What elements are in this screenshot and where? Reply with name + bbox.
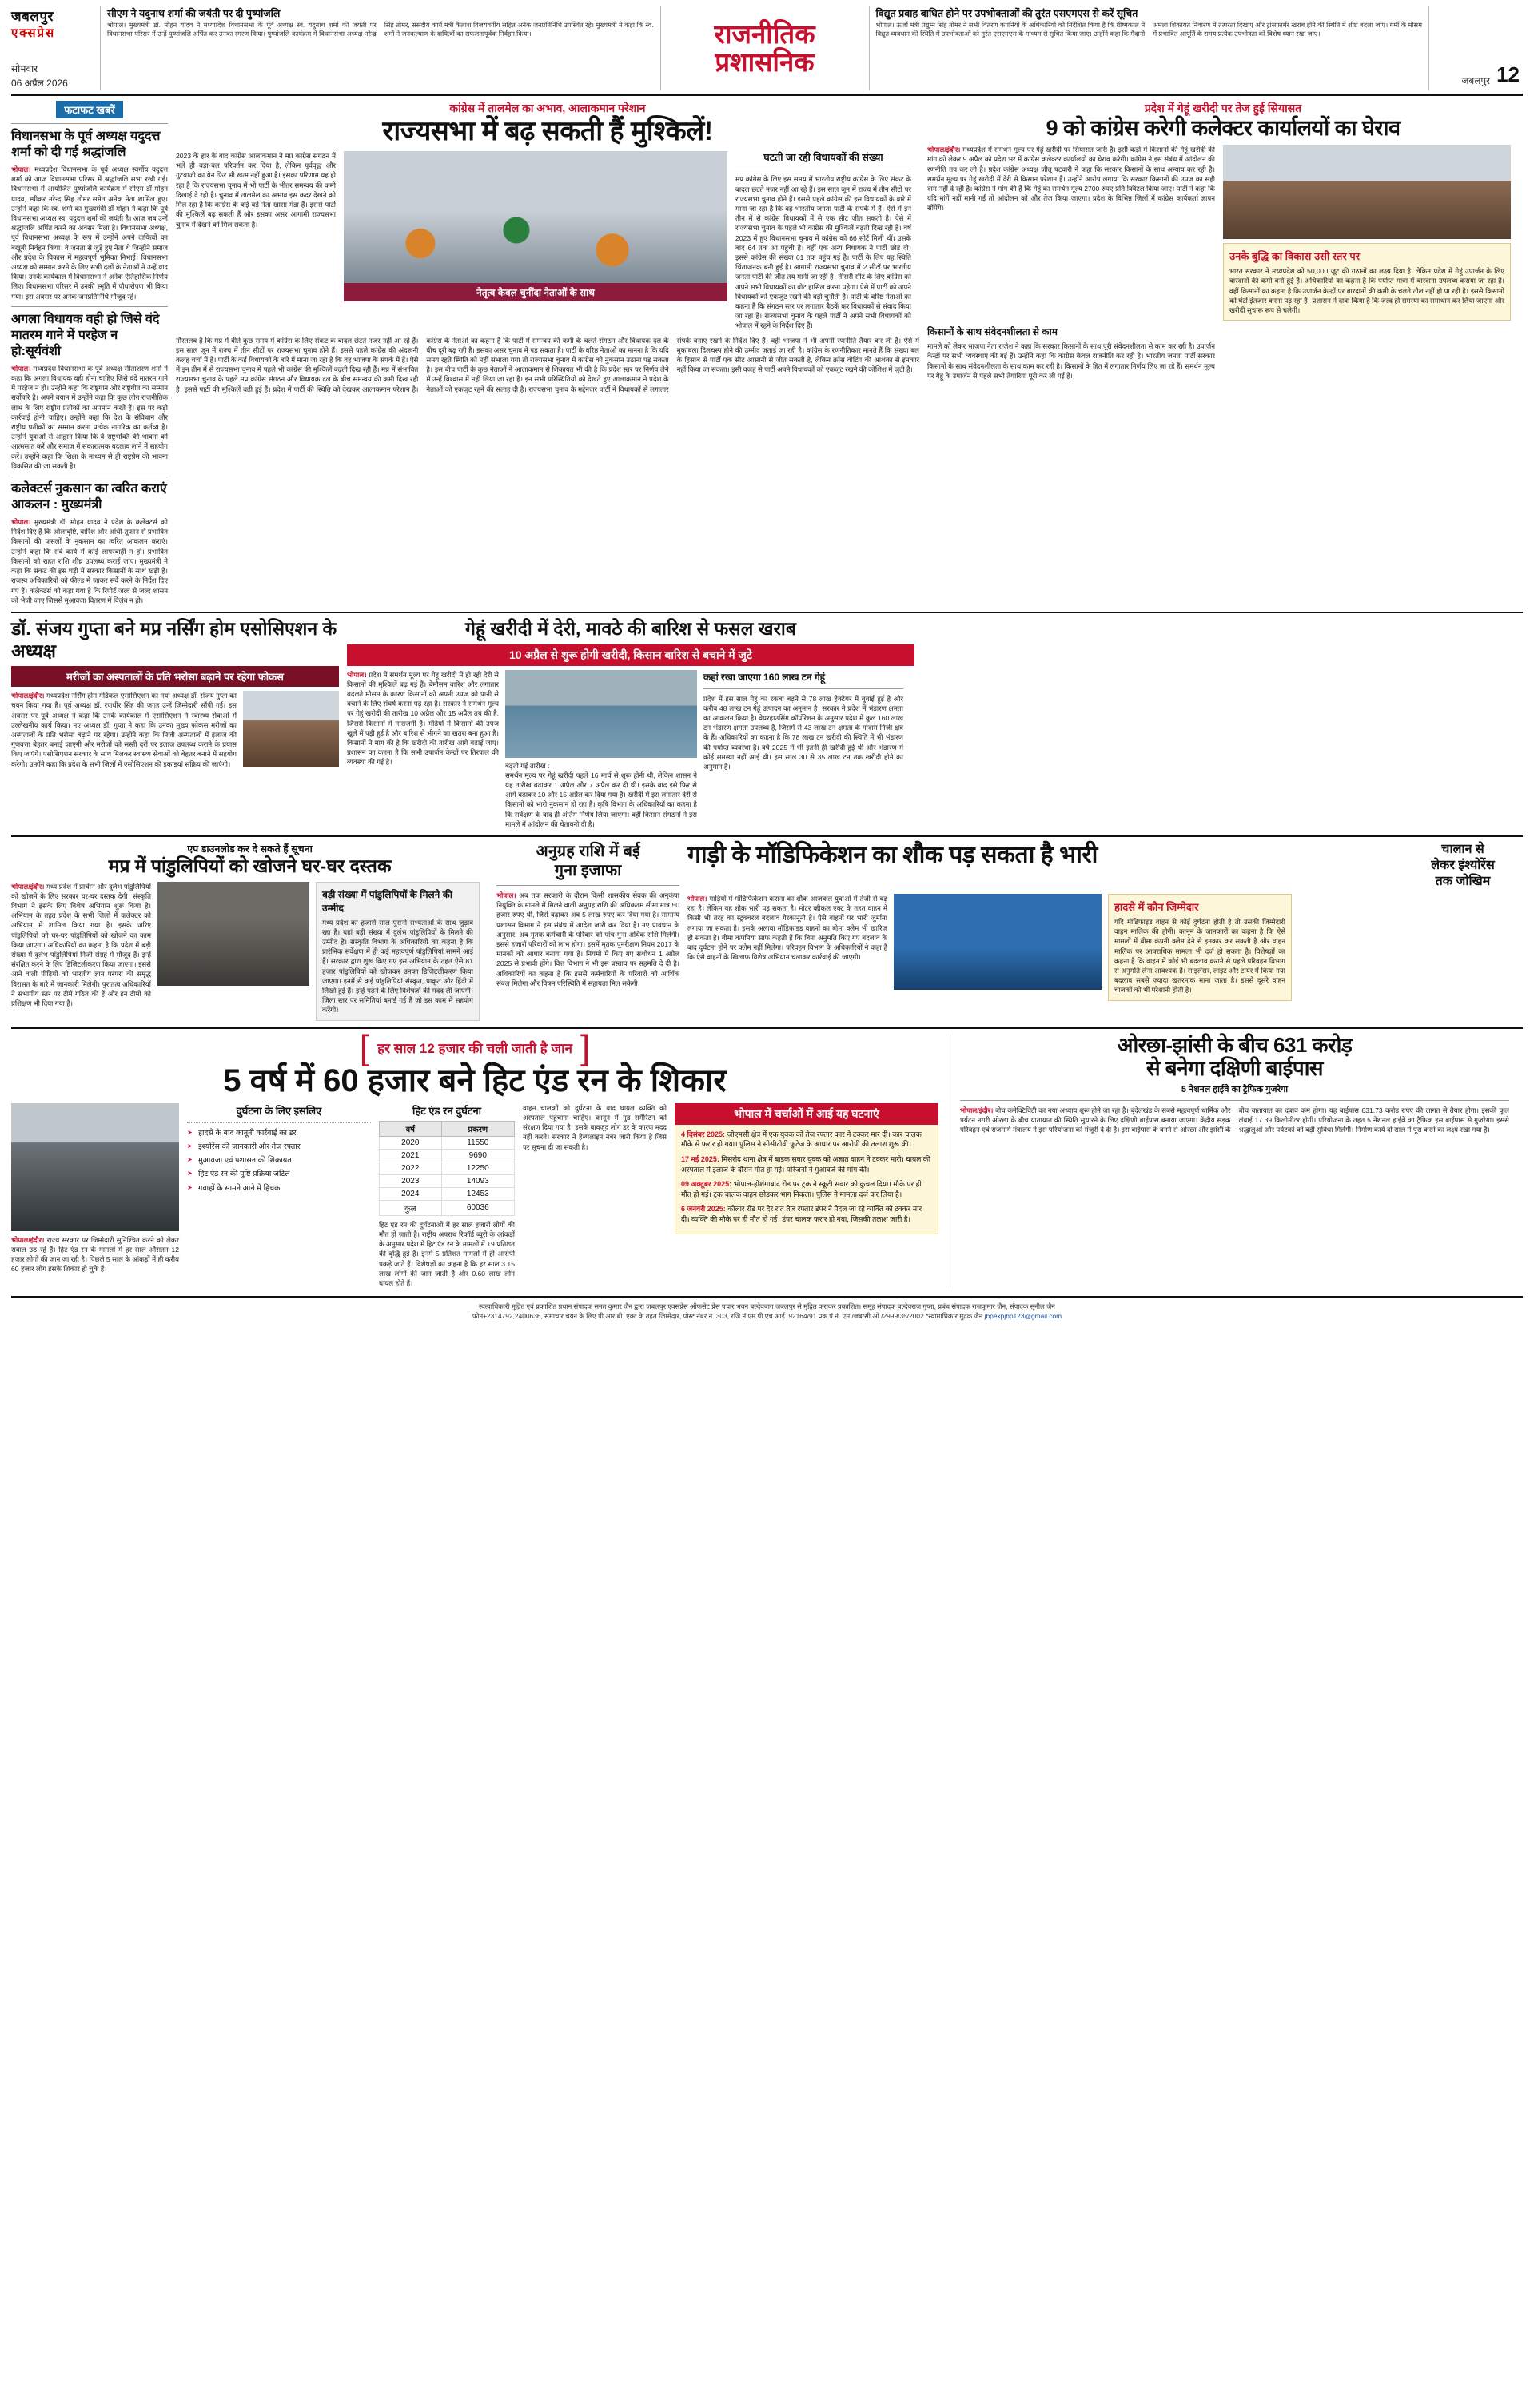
masthead-left-news (101, 6, 661, 90)
bypass-sub: 5 नेशनल हाईवे का ट्रैफिक गुजरेगा (1181, 1084, 1289, 1094)
anugrah-story (496, 842, 679, 1021)
anugrah-text: अब तक सरकारी के दौरान किसी शासकीय सेवक की अनुकंपा नियुक्ति के मामले में मिलने वाली अनुग्रह राशि की अधिकतम सीमा मात्र 50 हजार रुपए थी, जिसे बढ़ाकर अब 5 लाख रुपए कर दिया गया है। सामान्य प्रशासन विभाग ने इस संबंध में आदेश जारी कर दिया है। नए प्रावधान के अनुसार, अब मृतक कर्मचारी के परिवार को पांच गुना अधिक राशि मिलेगी। इससे हजारों परिवारों को लाभ होगा। इसमें मृतक पुनरीक्षण नियम 2017 के मानकों को आधार बनाया गया है। नियमों में किए गए संशोधन 1 अप्रैल 2025 से प्रभावी होंगे। वित्त विभाग ने भी इस प्रस्ताव पर सहमति दे दी है। अधिकारियों का कहना है कि इससे कर्मचारियों के परिवारों को आर्थिक संबल मिलेगा और विषम परिस्थिति में सहायता मिल सकेगी। (496, 891, 680, 987)
lead-kicker: कांग्रेस में तालमेल का अभाव, आलाकमान परेशान (449, 102, 646, 114)
nursing-home-story (11, 618, 339, 829)
wheat-sub-block (927, 325, 1215, 381)
wheat-yellow-box (1223, 243, 1511, 321)
manuscripts-headline: मप्र में पांडुलिपियों को खोजने घर-घर दस्तक (108, 855, 392, 876)
brief-2-body (11, 364, 168, 471)
brief-1-body (11, 165, 168, 301)
brief-1-text: मध्यप्रदेश विधानसभा के पूर्व अध्यक्ष स्वर्गीय यदुदत्त शर्मा को आज विधानसभा परिसर में श्रद्धांजलि सभा रखी गई। विधानसभा में आयोजित पुष्पांजलि कार्यक्रम में सीएम डॉ मोहन यादव, स्पीकर नरेन्द्र सिंह तोमर समेत अनेक नेता शामिल हुए। उन्होंने कहा कि स्व. शर्मा का मुख्यमंत्री डॉ मोहन ने कहा कि पूर्व विधानसभा अध्यक्ष स्व. यदुदत्त शर्मा की जयंती है। आज जब उन्हें श्रद्धांजलि अर्पित करने का अवसर मिला है। विधानसभा अध्यक्ष, पूर्व विधानसभा अध्यक्ष के रूप में उन्होंने अपने दायित्वों का बखूबी निर्वहन किया। वे जनता से जुड़े हुए नेता थे जिन्होंने समाज और प्रदेश के विकास में महत्वपूर्ण भूमिका निभाई। विधानसभा अध्यक्ष को सम्मान करने के लिए सभी दलों के नेताओं ने उन्हें याद किया। उनके कार्यकाल में विधानसभा ने अनेक ऐतिहासिक निर्णय लिए। विधानसभा परिसर में उनकी स्मृति में पौधारोपण भी किया गया। इस अवसर पर अनेक जनप्रतिनिधि मौजूद रहे। (11, 165, 169, 301)
storage-box-title: कहां रखा जाएगा 160 लाख टन गेहूं (703, 671, 825, 683)
footer-line-1: स्वत्वाधिकारी मुद्रित एवं प्रकाशित प्रधान संपादक सनत कुमार जैन द्वारा जबलपुर एक्सप्रेस ऑफसेट प्रेस पचार भवन बल्देवबाग जबलपुर से मुद्रित कराकर प्रकाशित। समूह संपादक बल्देवराज गुप्ता, प्रबंध संपादक राजकुमार जैन, संपादक सुनील जैन (479, 1302, 1055, 1311)
hitrun-col3-text: वाहन चालकों को दुर्घटना के बाद घायल व्यक्ति को अस्पताल पहुंचाना चाहिए। कानून में गुड समैरिटन को संरक्षण दिया गया है। इसके बावजूद लोग डर के कारण मदद नहीं करते। सरकार ने हेल्पलाइन नंबर जारी किया है जिस पर सूचना दी जा सकती है। (523, 1103, 667, 1151)
tip-item: ➤ इंश्योरेंस की जानकारी और तेज रफ्तार (187, 1142, 371, 1153)
top-section (11, 101, 1523, 605)
table-row: 2024 12453 (380, 1187, 515, 1200)
wheat-delay-strip: 10 अप्रैल से शुरू होगी खरीदी, किसान बारिश से बचाने में जुटे (347, 644, 914, 666)
lead-sidebar-text: मप्र कांग्रेस के लिए इस समय में भारतीय राष्ट्रीय कांग्रेस के लिए संकट के बादल छंटते नजर नहीं आ रहे हैं। इस साल जून में राज्य में तीन सीटों पर राज्यसभा चुनाव होने हैं। इससे पहले कांग्रेस की इस विधायकों के बारे में माना जा रहा है कि वह भारतीय जनता पार्टी के संपर्क में हैं। ऐसे में इन तीन में से कांग्रेस विधायकों में से एक सीट जीत सकती है। ऐसे में राज्यसभा चुनाव के पहले भी कांग्रेस की मुश्किलें बढ़ती दिख रही हैं। वर्ष 2023 में हुए विधानसभा चुनाव में कांग्रेस को 66 सीटें मिली थीं। उसके बाद 64 तक आ पहुंची है। वहीं एक अन्य विधायक ने पार्टी छोड़ दी। इससे कांग्रेस की संख्या 61 तक पहुंच गई है। पार्टी के लिए यह स्थिति चिंताजनक बनी हुई है। आगामी राज्यसभा चुनाव में 2 सीटों पर भारतीय जनता पार्टी की जीत तय मानी जा रही है। तीसरी सीट के लिए कांग्रेस को अपने सभी विधायकों का वोट हासिल करना पड़ेगा। ऐसे में पार्टी को अपने विधायकों को एकजुट रखने की बड़ी चुनौती है। पार्टी के वरिष्ठ नेताओं का कहना है कि संगठन स्तर पर लगातार बैठकें कर विधायकों से संवाद किया जा रहा है। राज्यसभा चुनाव के पहले पार्टी ने अपने सभी विधायकों को भोपाल में रहने के निर्देश दिए हैं। (735, 175, 911, 330)
brief-1-dateline: भोपाल। (11, 165, 31, 173)
masthead-right-news-body: भोपाल। ऊर्जा मंत्री प्रद्युम्न सिंह तोमर ने सभी वितरण कंपनियों के अधिकारियों को निर्देशित किया है कि ग्रीष्मकाल में विद्युत व्यवधान की स्थिति में उपभोक्ताओं को तुरंत एसएमएस के माध्यम से सूचित किया जाए। उन्होंने कहा कि मैदानी अमला शिकायत निवारण में तत्परता दिखाए और ट्रांसफार्मर खराब होने की स्थिति में शीघ्र बदला जाए। गर्मी के मौसम में प्रभावित आपूर्ति के समय प्रत्येक उपभोक्ता को विशेष ध्यान रखा जाए। (875, 22, 1422, 38)
nursing-dateline: भोपाल/इंदौर। (11, 692, 45, 700)
manuscripts-box (316, 882, 480, 1021)
wheat-delay-headline: गेहूं खरीदी में देरी, मावठे की बारिश से फसल खराब (464, 617, 797, 639)
rally-photo (344, 151, 727, 283)
middle-right-filler (922, 618, 1514, 829)
tip-item: ➤ हादसे के बाद कानूनी कार्रवाई का डर (187, 1128, 371, 1139)
event-item: 09 अक्टूबर 2025: भोपाल-होशंगाबाद रोड पर ट्रक ने स्कूटी सवार को कुचल दिया। मौके पर ही मौत हो गई। ट्रक चालक वाहन छोड़कर भाग निकला। पुलिस ने मामला दर्ज कर लिया है। (681, 1180, 922, 1198)
anugrah-headline-line1: अनुग्रह राशि में बई (536, 842, 640, 860)
modification-body (687, 894, 887, 962)
hitrun-title: 5 वर्ष में 60 हजार बने हिट एंड रन के शिकार (223, 1062, 727, 1098)
lead-col-1 (176, 151, 336, 331)
nursing-headline: डॉ. संजय गुप्ता बने मप्र नर्सिंग होम एसोसिएशन के अध्यक्ष (11, 617, 337, 661)
wheat-delay-text: प्रदेश में समर्थन मूल्य पर गेहूं खरीदी में हो रही देरी से किसानों की मुश्किलें बढ़ गई हैं। बेमौसम बारिश और लगातार बदलते मौसम के कारण किसानों को अपनी उपज को पानी से बचाने के लिए संघर्ष करना पड़ रहा है। सरकार ने समर्थन मूल्य पर गेहूं खरीदी की तारीख 10 अप्रैल और 15 अप्रैल तय की है, जिससे किसानों में नाराजगी है। मंडियों में किसानों की उपज खुले में पड़ी हुई है और बारिश से भीगने का खतरा बना हुआ है। किसानों ने मांग की है कि खरीदी की तारीख आगे बढ़ाई जाए। प्रशासन का कहना है कि सभी उपार्जन केन्द्रों पर तिरपाल की व्यवस्था की गई है। (347, 670, 499, 767)
bypass-body (960, 1106, 1509, 1135)
row3-section (11, 842, 1523, 1021)
anugrah-dateline: भोपाल। (496, 891, 516, 899)
fatafat-badge: फटाफट खबरें (56, 101, 123, 118)
event-item: 17 मई 2025: मिसरोद थाना क्षेत्र में बाइक सवार युवक को अज्ञात वाहन ने टक्कर मारी। घायल की अस्पताल में इलाज के दौरान मौत हो गई। परिजनों ने मुआवजे की मांग की। (681, 1154, 931, 1174)
event-item: 4 दिसंबर 2025: जीएमसी क्षेत्र में एक युवक को तेज रफ्तार कार ने टक्कर मार दी। कार चालक मौके से फरार हो गया। पुलिस ने सीसीटीवी फुटेज के आधार पर आरोपी की तलाश शुरू की। (681, 1130, 922, 1149)
wheat-kicker: प्रदेश में गेहूं खरीदी पर तेज हुई सियासत (1144, 102, 1302, 114)
lead-photo-caption: नेतृत्व केवल चुनींदा नेताओं के साथ (344, 283, 727, 301)
brief-2-headline: अगला विधायक वही हो जिसे वंदे मातरम गाने में परहेज न हो:सूर्यवंशी (11, 312, 160, 358)
lead-sidebar (735, 151, 911, 331)
wheat-sub-head: किसानों के साथ संवेदनशीलता से काम (927, 326, 1058, 338)
tips-title: दुर्घटना के लिए इसलिए (236, 1104, 322, 1117)
accident-box-text: यदि मॉडिफाइड वाहन से कोई दुर्घटना होती है तो उसकी जिम्मेदारी वाहन मालिक की होगी। कानून के जानकारों का कहना है कि ऐसे मामलों में बीमा कंपनी क्लेम देने से इनकार कर सकती है और वाहन मालिक पर आपराधिक मामला भी दर्ज हो सकता है। विशेषज्ञों का कहना है कि वाहन में कोई भी बदलाव कराने से पहले परिवहन विभाग से अनुमति लेना आवश्यक है। साइलेंसर, लाइट और टायर में किया गया बदलाव सबसे ज्यादा खतरनाक माना जाता है। इससे दूसरे वाहन चालकों को भी परेशानी होती है। (1114, 917, 1286, 995)
tip-item: ➤ गवाहों के सामने आने में हिचक (187, 1183, 371, 1194)
bypass-headline-line1: ओरछा-झांसी के बीच 631 करोड़ (1117, 1032, 1353, 1057)
modification-story (687, 842, 1523, 1021)
bypass-headline-line2: से बनेगा दक्षिणी बाईपास (1146, 1055, 1324, 1080)
table-head-cases: प्रकरण (441, 1121, 514, 1136)
wheat-delay-sub1-text: समर्थन मूल्य पर गेहूं खरीदी पहले 16 मार्च से शुरू होनी थी, लेकिन शासन ने यह तारीख बढ़ाकर 1 अप्रैल और 7 अप्रैल कर दी थी। इसके बाद इसे फिर से आगे बढ़ाकर 10 और 15 अप्रैल कर दिया गया है। खरीदी में इस लगातार देरी से किसानों को भारी नुकसान हो रहा है। कृषि विभाग के अधिकारियों का कहना है कि सर्वेक्षण के बाद ही अंतिम निर्णय लिया जाएगा। वहीं किसान संगठनों ने इस मामले में आंदोलन की चेतावनी दी है। (505, 771, 697, 828)
logo-main: जबलपुर (11, 9, 54, 24)
tip-item: ➤ हिट एंड रन की पुष्टि प्रक्रिया जटिल (187, 1169, 371, 1180)
masthead-title-line2: प्रशासनिक (715, 46, 815, 77)
mod-kicker-2: लेकर इंश्योरेंस (1431, 858, 1495, 872)
hitrun-dateline: भोपाल/इंदौर। (11, 1235, 45, 1244)
publication-logo (11, 6, 95, 41)
nursing-text: मध्यप्रदेश नर्सिंग होम मेडिकल एसोसिएशन का नया अध्यक्ष डॉ. संजय गुप्ता का चयन किया गया है। पूर्व अध्यक्ष डॉ. रणधीर सिंह की जगह उन्हें जिम्मेदारी सौंपी गई। इस अवसर पर पूर्व अध्यक्ष ने कहा कि उनके कार्यकाल में एसोसिएशन ने स्वास्थ्य सेवाओं में उल्लेखनीय कार्य किया। नए अध्यक्ष डॉ. गुप्ता ने कहा कि उनका मुख्य फोकस मरीजों का अस्पतालों के प्रति भरोसा बढ़ाने पर रहेगा। उन्होंने कहा कि निजी अस्पतालों में इलाज की गुणवत्ता बेहतर बनाई जाएगी और मरीजों को सस्ती दरों पर इलाज उपलब्ध कराने के प्रयास किए जाएंगे। एसोसिएशन सरकार के साथ मिलकर स्वास्थ्य सेवाओं को बेहतर बनाने में सहयोग करेगी। उन्होंने कहा कि प्रदेश के सभी जिलों में एसोसिएशन की इकाइयां सक्रिय की जाएंगी। (11, 692, 237, 768)
footer (11, 1296, 1523, 1329)
doctor-photo (243, 691, 339, 767)
tarp-field-photo (505, 670, 697, 758)
lead-photo-block (344, 151, 727, 331)
column-fatafat (11, 101, 168, 605)
brief-1-headline: विधानसभा के पूर्व अध्यक्ष यदुदत्त शर्मा को दी गई श्रद्धांजलि (11, 130, 161, 159)
modification-text: गाड़ियों में मॉडिफिकेशन कराना का शौक आजकल युवाओं में तेजी से बढ़ रहा है। लेकिन यह शौक भारी पड़ सकता है। मोटर व्हीकल एक्ट के तहत वाहन में किसी भी तरह का स्ट्रक्चरल बदलाव गैरकानूनी है। ऐसे वाहनों पर भारी जुर्माना लगाया जा सकता है। इसके अलावा मॉडिफाइड वाहनों का बीमा क्लेम भी खारिज हो सकता है। बीमा कंपनियां साफ कहती हैं कि बिना अनुमति किए गए बदलाव के बाद दुर्घटना होने पर क्लेम नहीं मिलेगा। परिवहन विभाग के अधिकारियों ने कहा है कि ऐसे वाहनों के खिलाफ विशेष अभियान चलाकर कार्रवाई की जाएगी। (687, 894, 888, 962)
bracket-right: ] (580, 1027, 591, 1067)
manuscripts-story (11, 842, 488, 1021)
lead-headline: राज्यसभा में बढ़ सकती हैं मुश्किलें! (382, 116, 713, 146)
mod-kicker-3: तक जोखिम (1435, 874, 1491, 888)
storage-box-text: प्रदेश में इस साल गेहूं का रकबा बढ़ने से 78 लाख हेक्टेयर में बुवाई हुई है और करीब 48 लाख टन गेहूं उत्पादन का अनुमान है। सरकार ने प्रदेश में भंडारण क्षमता का आकलन किया है। वेयरहाउसिंग कॉर्पोरेशन के अनुसार प्रदेश में कुल 160 लाख टन भंडारण क्षमता उपलब्ध है, जिसमें से 43 लाख टन क्षमता के गोदाम निजी क्षेत्र के हैं। अधिकारियों का कहना है कि 78 लाख टन खरीदी की स्थिति में भी भंडारण की पर्याप्त व्यवस्था है। वर्ष 2025 में भी इतनी ही खरीदी हुई थी और भंडारण में कोई समस्या नहीं आई थी। इस साल 30 से 35 लाख टन तक खरीदी होने का अनुमान है। (703, 694, 903, 771)
nursing-body (11, 691, 237, 769)
hitrun-lead (11, 1235, 179, 1274)
wheat-delay-body (347, 670, 499, 767)
wheat-delay-dateline: भोपाल। (347, 670, 367, 679)
footer-email: jbpexpjbp123@gmail.com (984, 1312, 1062, 1321)
lead-sidebar-title: घटती जा रही विधायकों की संख्या (763, 152, 883, 164)
wheat-sub-block-2 (1223, 325, 1511, 381)
official-photo (1223, 145, 1511, 239)
table-row: 2023 14093 (380, 1174, 515, 1187)
anugrah-body (496, 891, 679, 988)
brief-2-text: मध्यप्रदेश विधानसभा के पूर्व अध्यक्ष सीताशरण शर्मा ने कहा कि अगला विधायक वही होना चाहिए जिसे वंदे मातरम गाने में परहेज न हो। उन्होंने कहा कि राष्ट्रगान और राष्ट्रगीत का सम्मान सर्वोपरि है। अपने बयान में उन्होंने कहा कि कुछ लोग राजनीतिक लाभ के लिए राष्ट्रीय प्रतीकों का अपमान करते हैं। इस पर कड़ी कार्रवाई होनी चाहिए। उन्होंने कहा कि देश के संविधान और राष्ट्रीय प्रतीकों का सम्मान करना प्रत्येक नागरिक का कर्तव्य है। उन्होंने युवाओं से आह्वान किया कि वे राष्ट्रभक्ति की भावना को आत्मसात करें और समाज में सकारात्मक बदलाव लाने में सहयोग करें। उन्होंने कहा कि शिक्षा के माध्यम से ही राष्ट्रप्रेम की भावना विकसित की जा सकती है। (11, 364, 168, 470)
wheat-box-title: उनके बुद्धि का विकास उसी स्तर पर (1229, 250, 1361, 263)
accident-box (1108, 894, 1292, 1001)
manuscripts-photo (157, 882, 309, 986)
table-row: 2020 11550 (380, 1136, 515, 1149)
hitrun-lead-text: राज्य सरकार पर जिम्मेदारी सुनिश्चित करने को लेकर सवाल उठ रहे हैं। हिट एंड रन के मामलों में हर साल औसतन 12 हजार लोगों की जान जा रही है। पिछले 5 साल के आंकड़ों में ही करीब 60 हजार लोग इसके शिकार हो चुके हैं। (11, 1235, 180, 1274)
hitrun-table-title: हिट एंड रन दुर्घटना (412, 1104, 482, 1117)
modified-car-photo (894, 894, 1102, 990)
brief-3-headline: कलेक्टर्स नुकसान का त्वरित कराएं आकलन : मुख्यमंत्री (11, 482, 167, 512)
masthead-day: सोमवार (11, 63, 38, 74)
lead-body-text: गौरतलब है कि मप्र में बीते कुछ समय में कांग्रेस के लिए संकट के बादल छंटते नजर नहीं आ रहे हैं। इस साल जून में राज्य में तीन सीटों पर राज्यसभा चुनाव होने हैं। इससे पहले कांग्रेस की अंदरूनी कलह चर्चा में है। पार्टी के कई विधायकों के बारे में माना जा रहा है कि वह भाजपा के संपर्क में हैं। ऐसे में इन तीन में से राज्यसभा चुनाव में पहले भी कांग्रेस की मुश्किलें बढ़ती दिख रही हैं। मप्र में संभावित राज्यसभा चुनाव के पहले मप्र कांग्रेस संगठन और विधायक दल के बीच समन्वय की कमी दिख रही है। इससे पार्टी की मुश्किलें बढ़ी हुई हैं। प्रदेश में पार्टी की स्थिति को देखकर आलाकमान परेशान है। कांग्रेस के नेताओं का कहना है कि पार्टी में समन्वय की कमी के चलते संगठन और विधायक दल के बीच दूरी बढ़ रही है। इसका असर चुनाव में पड़ सकता है। पार्टी के वरिष्ठ नेताओं का मानना है कि यदि समय रहते स्थिति को नहीं संभाला गया तो राज्यसभा चुनाव में कांग्रेस को नुकसान उठाना पड़ सकता है। इस बीच पार्टी के कुछ नेताओं ने आलाकमान से शिकायत भी की है कि प्रदेश स्तर पर निर्णय लेने में उन्हें विश्वास में नहीं लिया जा रहा है। इन सभी परिस्थितियों को देखते हुए आलाकमान ने प्रदेश के नेताओं को एकजुट रहने की सलाह दी है। राज्यसभा चुनाव के मद्देनजर पार्टी ने विधायकों से लगातार संपर्क बनाए रखने के निर्देश दिए हैं। वहीं भाजपा ने भी अपनी रणनीति तैयार कर ली है। ऐसे में मुकाबला दिलचस्प होने की उम्मीद जताई जा रही है। कांग्रेस के रणनीतिकार मानते हैं कि संख्या बल के हिसाब से पार्टी एक सीट आसानी से जीत सकती है, लेकिन क्रॉस वोटिंग की आशंका से इनकार नहीं किया जा सकता। इसी वजह से पार्टी अपने विधायकों को एकजुट रखने की कोशिश में जुटी है। (176, 336, 919, 393)
events-title: भोपाल में चर्चाओं में आई यह घटनाएं (675, 1103, 938, 1125)
masthead-right-news-headline: विद्युत प्रवाह बाधित होने पर उपभोक्ताओं की तुरंत एसएमएस से करें सूचित (875, 8, 1138, 19)
hitrun-kicker: हर साल 12 हजार की चली जाती है जान (377, 1040, 572, 1056)
masthead-date-value: 06 अप्रैल 2026 (11, 78, 68, 89)
table-head-year: वर्ष (380, 1121, 442, 1136)
bypass-text: बीच कनेक्टिविटी का नया अध्याय शुरू होने जा रहा है। बुंदेलखंड के सबसे महत्वपूर्ण धार्मिक और पर्यटन नगरी ओरछा के बीच यातायात की स्थिति सुधारने के लिए दक्षिणी बाईपास बनाया जाएगा। केंद्रीय सड़क परिवहन एवं राजमार्ग मंत्रालय ने इस परियोजना को मंजूरी दे दी है। इस बाईपास के बनने से ओरछा और झांसी के बीच यातायात का दबाव कम होगा। यह बाईपास 631.73 करोड़ रुपए की लागत से तैयार होगा। इसकी कुल लंबाई 17.39 किलोमीटर होगी। परियोजना के तहत 5 नेशनल हाईवे का ट्रैफिक इस बाईपास से गुजरेगा। इससे श्रद्धालुओं और पर्यटकों को बड़ी सुविधा मिलेगी। निर्माण कार्य दो साल में पूरा करने का लक्ष्य रखा गया है। (960, 1106, 1509, 1134)
brief-3-body (11, 517, 168, 605)
bypass-headline (960, 1034, 1509, 1080)
tip-item: ➤ मुआवजा एवं प्रशासन की शिकायत (187, 1155, 371, 1166)
masthead-edition (1428, 6, 1523, 90)
mod-kicker-1: चालान से (1441, 842, 1484, 856)
wheat-text: मध्यप्रदेश में समर्थन मूल्य पर गेहूं खरीदी पर सियासत जारी है। इसी कड़ी में किसानों की गेहूं खरीदी की मांग को लेकर 9 अप्रैल को प्रदेश भर में कांग्रेस कलेक्टर कार्यालयों का घेराव करेगी। कांग्रेस ने इस संबंध में आंदोलन की रणनीति तय कर ली है। प्रदेश कांग्रेस अध्यक्ष जीतू पटवारी ने कहा कि सरकार किसानों के साथ अन्याय कर रही है। समर्थन मूल्य पर गेहूं खरीदी में देरी से किसान परेशान हैं। उन्होंने आरोप लगाया कि सरकार किसानों की उपज का सही दाम नहीं दे रही है। कांग्रेस ने मांग की है कि गेहूं का समर्थन मूल्य 2700 रुपए प्रति क्विंटल किया जाए। पार्टी ने कहा कि यदि मांगें नहीं मानी गईं तो आंदोलन को और तेज किया जाएगा। प्रदेश के विभिन्न जिलों में कांग्रेस कार्यकर्ता ज्ञापन सौंपेंगे। (927, 146, 1216, 213)
manuscripts-dateline: भोपाल/इंदौर। (11, 882, 45, 891)
logo-sub: एक्सप्रेस (11, 26, 56, 40)
feature-section (11, 1027, 1523, 1289)
nursing-strip: मरीजों का अस्पतालों के प्रति भरोसा बढ़ाने पर रहेगा फोकस (11, 666, 339, 687)
wheat-sub-text: मामले को लेकर भाजपा नेता राजेश ने कहा कि सरकार किसानों के साथ पूरी संवेदनशीलता से काम कर रही है। उपार्जन केन्द्रों पर सभी व्यवस्थाएं की गई हैं। उन्होंने कहा कि कांग्रेस केवल राजनीति कर रही है। भारतीय जनता पार्टी सरकार किसानों के साथ संवेदनशीलता के साथ काम कर रही है। किसानों के हित में लगातार निर्णय लिए जा रहे हैं। समर्थन मूल्य पर गेहूं के उपार्जन से पहले सभी तैयारियां पूरी कर ली गई हैं। (927, 342, 1215, 380)
masthead-logo-block (11, 6, 101, 90)
column-lead-story (176, 101, 919, 605)
manuscripts-text: मध्य प्रदेश में प्राचीन और दुर्लभ पांडुलिपियों को खोजने के लिए सरकार घर-घर दस्तक देगी। संस्कृति विभाग ने इसके लिए विशेष अभियान शुरू किया है। अभियान के तहत प्रदेश के सभी जिलों में कलेक्टर को अभियान में शामिल किया गया है। इसके जरिए पांडुलिपियों को घर-घर पांडुलिपियों को खोजने का काम किया जाएगा। अधिकारियों का कहना है कि प्रदेश में बड़ी संख्या में दुर्लभ पांडुलिपियां निजी संग्रह में मौजूद हैं। इन्हें संरक्षित करने के लिए डिजिटलीकरण किया जाएगा। इससे आने वाली पीढ़ियों को भारतीय ज्ञान परंपरा की समृद्ध विरासत के बारे में जानकारी मिलेगी। पुरातत्व अधिकारियों ने संभागीय स्तर पर टीमें गठित की हैं और इन टीमों को प्रशिक्षण भी दिया गया है। (11, 882, 152, 1007)
masthead-title-line1: राजनीतिक (714, 18, 815, 49)
events-box (675, 1125, 938, 1235)
footer-line-2: फोन+2314792,2400636, समाचार चयन के लिए पी.आर.बी. एक्ट के तहत जिम्मेदार, पोस्ट नंबर न. 303, रजि.नं.एम.पी.एच.आई. 92164/91 प्रक.पं.नं. एम./जब/सी.ओ./2999/35/2002 *स्वामाधिकार मुद्रक जैन (472, 1312, 983, 1321)
bypass-story (950, 1034, 1509, 1289)
brief-2-dateline: भोपाल। (11, 364, 31, 373)
hitrun-table (379, 1121, 515, 1216)
manuscripts-kicker: एप डाउनलोड कर दे सकते हैं सूचना (187, 843, 313, 855)
manuscripts-body (11, 882, 151, 1009)
middle-section (11, 618, 1523, 829)
hitrun-col2-text: हिट एंड रन की दुर्घटनाओं में हर साल हजारों लोगों की मौत हो जाती है। राष्ट्रीय अपराध रिकॉर्ड ब्यूरो के आंकड़ों के अनुसार प्रदेश में हिट एंड रन के मामलों में 19 प्रतिशत की वृद्धि हुई है। इनमें 5 प्रतिशत मामलों में ही आरोपी पकड़े जाते हैं। विशेषज्ञों का कहना है कि हर साल 3.15 लाख लोगों की जान जाती है और 0.60 लाख लोग घायल होते हैं। (379, 1220, 515, 1287)
manuscripts-box-title: बड़ी संख्या में पांडुलिपियों के मिलने की उम्मीद (322, 888, 452, 914)
wheat-delay-story (347, 618, 914, 829)
wheat-delay-sub1-title: बढ़ती गई तारीख : (505, 761, 550, 770)
table-row: कुल 60036 (380, 1200, 515, 1215)
wheat-side-block (1223, 145, 1511, 321)
manuscripts-box-text: मध्य प्रदेश का हजारों साल पुरानी सभ्यताओं के साथ जुड़ाव रहा है। यहां बड़ी संख्या में दुर्लभ पांडुलिपियों के मिलने की उम्मीद है। संस्कृति विभाग के अधिकारियों का कहना है कि प्रारंभिक सर्वेक्षण में ही कई महत्वपूर्ण पांडुलिपियां सामने आई हैं। सरकार द्वारा शुरू किए गए इस अभियान के तहत ऐसे 81 हजार पांडुलिपियों को खोजकर उनका डिजिटलीकरण किया जाएगा। इनमें से कई पांडुलिपियां संस्कृत, प्राकृत और हिंदी में लिखी हुई हैं। इन्हें पढ़ने के लिए विशेषज्ञों की मदद ली जाएगी। जिला स्तर पर समितियां बनाई गई हैं जो इस काम में सहयोग करेंगी। (322, 918, 473, 1015)
modification-dateline: भोपाल। (687, 894, 707, 903)
wheat-headline: 9 को कांग्रेस करेगी कलेक्टर कार्यालयों का घेराव (1046, 116, 1401, 140)
masthead-date (11, 62, 95, 90)
wheat-box-text: भारत सरकार ने मध्यप्रदेश को 50,000 जूट की गठानों का लक्ष्य दिया है, लेकिन प्रदेश में गेहूं उपार्जन के लिए बारदानों की कमी बनी हुई है। अधिकारियों का कहना है कि पर्याप्त मात्रा में बारदाना उपलब्ध कराया जा रहा है। वहीं किसानों का कहना है कि उपार्जन केन्द्रों पर बारदानों की कमी के चलते तौल नहीं हो पा रही है। इससे किसानों को घंटों इंतजार करना पड़ रहा है। प्रशासन ने दावा किया है कि जल्द ही समस्या का समाधान कर लिया जाएगा और खरीदी सुचारू रूप से चलेगी। (1229, 267, 1504, 315)
modification-headline: गाड़ी के मॉडिफिकेशन का शौक पड़ सकता है भारी (687, 841, 1098, 868)
anugrah-headline (496, 842, 679, 880)
edition-city: जबलपुर (1461, 75, 1491, 86)
masthead-title (661, 6, 869, 90)
column-wheat-politics (927, 101, 1519, 605)
masthead-left-news-headline: सीएम ने यदुनाथ शर्मा की जयंती पर दी पुष्पांजलि (107, 8, 281, 19)
lead-text-col1: 2023 के हार के बाद कांग्रेस आलाकमान ने मप्र कांग्रेस संगठन में भले ही बड़ा-चल परिवर्तन कर दिया है, लेकिन पूर्ववृद्ध और गुटबाजी का येन फिर भी खत्म नहीं हुआ है। इसका परिणाम यह हो रहा है कि राज्यसभा चुनाव में भी पार्टी के भीतर समन्वय की कमी दिखाई दे रही है। चुनाव में तालमेल का अभाव इस कदर देखने को मिल रहा है कि कांग्रेस के कई बड़े नेता खासा मंडा हैं। इससे पार्टी की मुश्किलें बढ़ सकती हैं और इसका असर आगामी राज्यसभा चुनाव में देखने को मिल सकता है। (176, 152, 336, 229)
page-number: 12 (1496, 62, 1520, 86)
modification-side-kicker (1403, 842, 1523, 890)
bypass-dateline: भोपाल/इंदौर। (960, 1106, 994, 1114)
bracket-left: [ (359, 1027, 370, 1067)
masthead-right-news (869, 6, 1429, 90)
wheat-dateline: भोपाल/इंदौर। (927, 146, 961, 154)
accident-box-title: हादसे में कौन जिम्मेदार (1114, 900, 1199, 913)
event-item: 6 जनवरी 2025: कोलार रोड पर देर रात तेज रफ्तार डंपर ने पैदल जा रहे व्यक्ति को टक्कर मार दी। व्यक्ति की मौके पर ही मौत हो गई। डंपर चालक फरार हो गया, जिसकी तलाश जारी है। (681, 1205, 922, 1223)
crash-photo (11, 1103, 179, 1231)
masthead-left-news-body: भोपाल। मुख्यमंत्री डॉ. मोहन यादव ने मध्यप्रदेश विधानसभा के पूर्व अध्यक्ष स्व. यदुनाथ शर्मा की जयंती पर विधानसभा परिसर में उन्हें पुष्पांजलि अर्पित कर उनका स्मरण किया। पुष्पांजलि कार्यक्रम में विधानसभा अध्यक्ष नरेन्द्र सिंह तोमर, संसदीय कार्य मंत्री कैलाश विजयवर्गीय सहित अनेक जनप्रतिनिधि उपस्थित रहे। मुख्यमंत्री ने कहा कि स्व. शर्मा ने जनकल्याण के दायित्वों का सफलतापूर्वक निर्वहन किया। (107, 22, 654, 38)
anugrah-headline-line2: गुना इजाफा (554, 861, 622, 879)
hitrun-feature (11, 1027, 938, 1289)
table-row: 2021 9690 (380, 1149, 515, 1162)
brief-3-text: मुख्यमंत्री डॉ. मोहन यादव ने प्रदेश के कलेक्टर्स को निर्देश दिए हैं कि ओलावृष्टि, बारिश और आंधी-तूफान से प्रभावित किसानों की फसलों के नुकसान का त्वरित आकलन कराएं। उन्होंने कहा कि सर्वे कार्य में कोई लापरवाही न हो। प्रभावित किसानों को राहत राशि शीघ्र उपलब्ध कराई जाए। मुख्यमंत्री ने कहा कि संकट की इस घड़ी में सरकार किसानों के साथ खड़ी है। राजस्व अधिकारियों को फील्ड में जाकर सर्वे करने के निर्देश दिए गए हैं। कलेक्टर्स को कहा गया है कि रिपोर्ट जल्द से जल्द शासन को भेजी जाए जिससे मुआवजा वितरण में विलंब न हो। (11, 518, 168, 604)
brief-3-dateline: भोपाल। (11, 518, 31, 527)
table-row: 2022 12250 (380, 1162, 515, 1174)
tips-list (187, 1128, 371, 1194)
masthead (11, 6, 1523, 96)
wheat-body (927, 145, 1215, 213)
wheat-text-block (927, 145, 1215, 321)
